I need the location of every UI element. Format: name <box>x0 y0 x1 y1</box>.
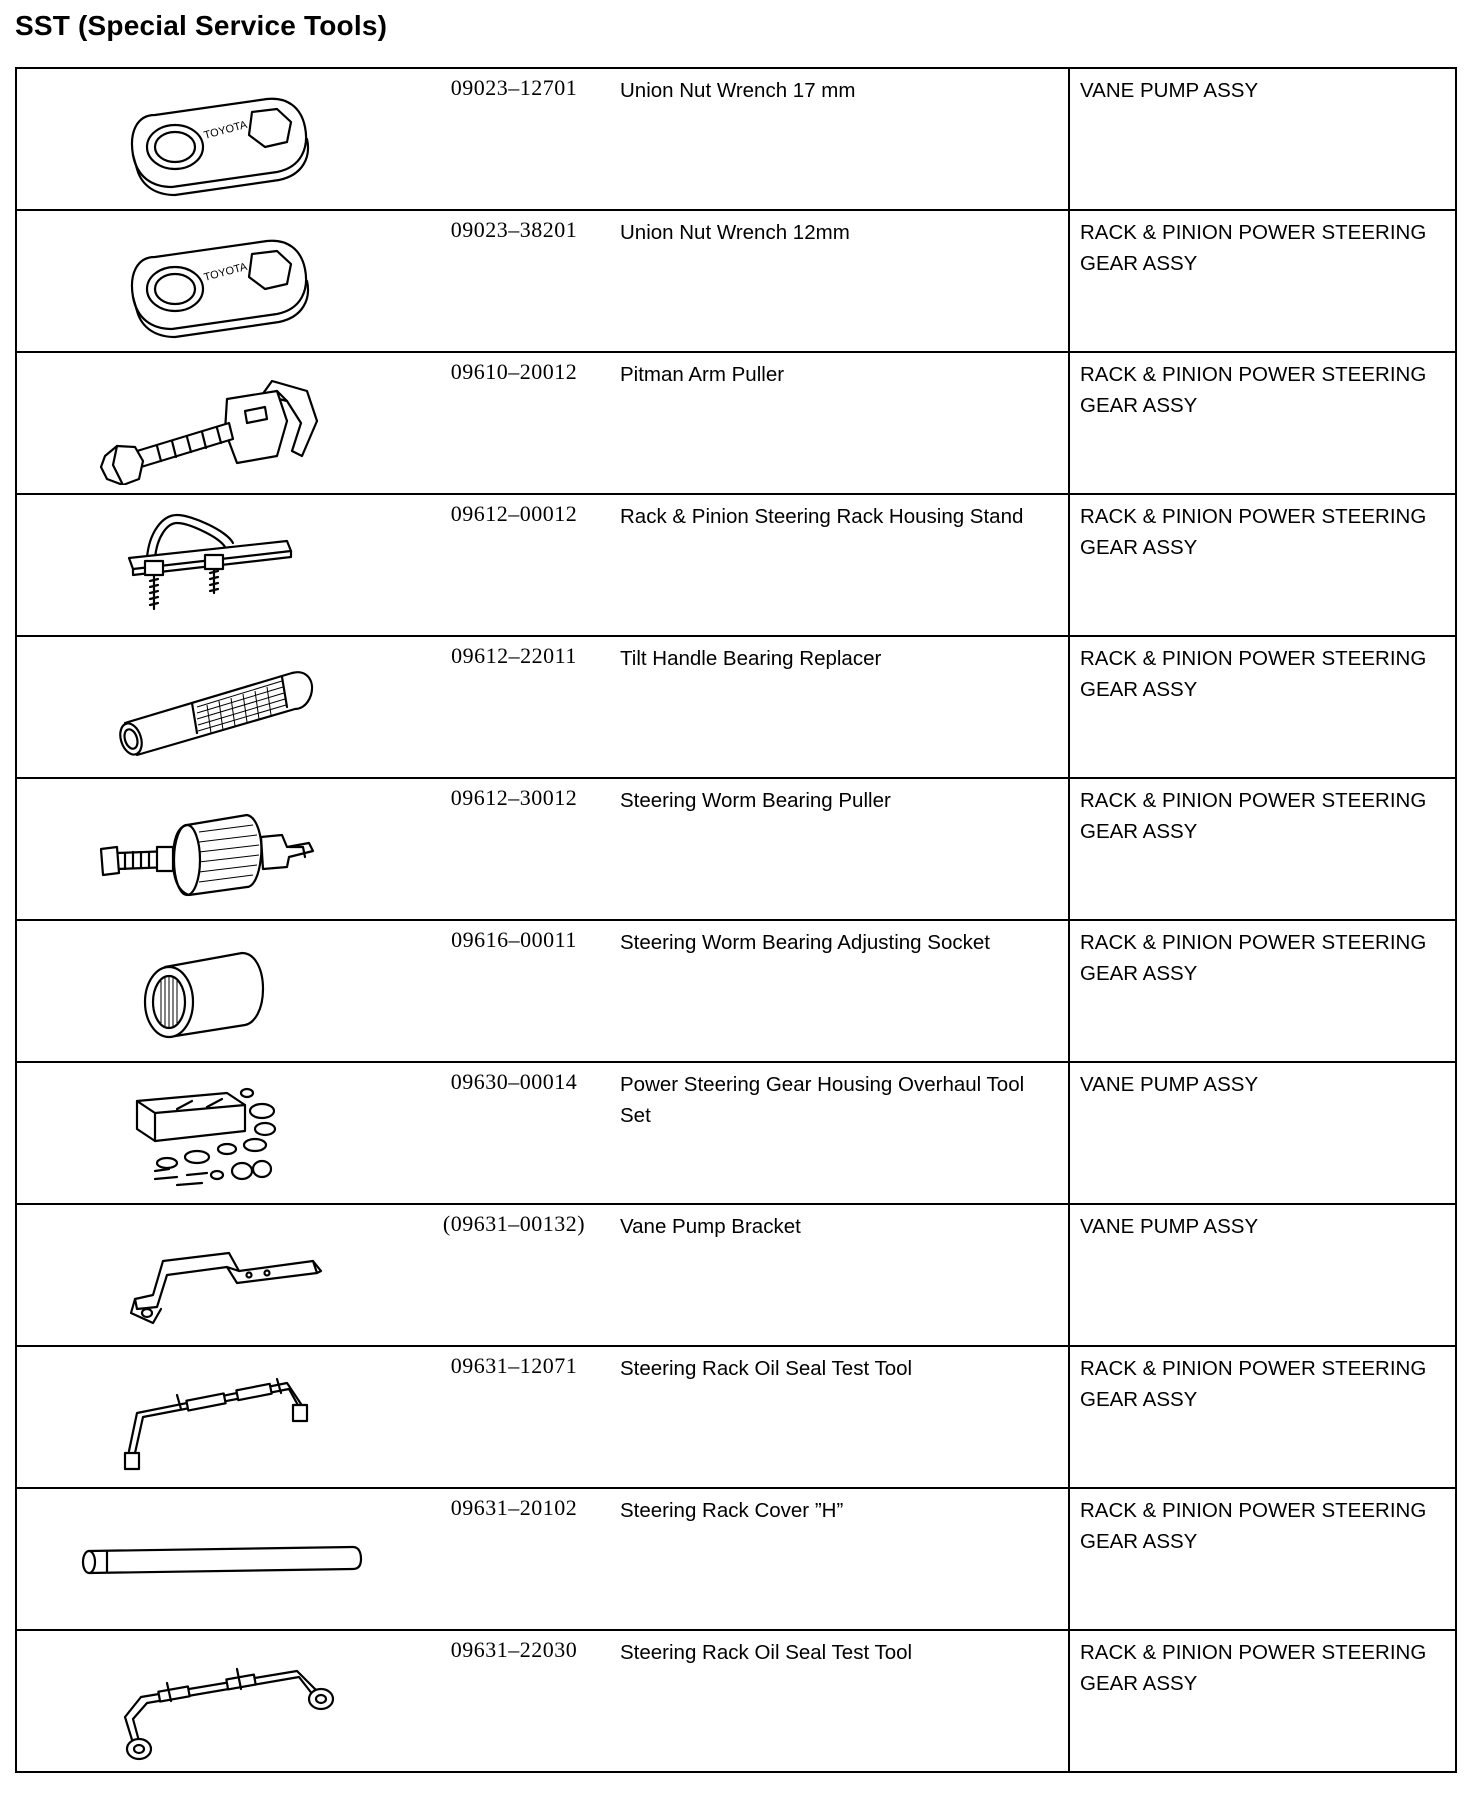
socket-icon <box>77 929 377 1053</box>
used-in-text: RACK & PINION POWER STEERING GEAR ASSY <box>1080 647 1427 701</box>
used-in-cell <box>1069 920 1456 1062</box>
used-in-cell <box>1069 210 1456 352</box>
tool-name: Steering Rack Oil Seal Test Tool <box>620 1641 913 1664</box>
table-row <box>16 920 1456 1062</box>
tool-name: Rack & Pinion Steering Rack Housing Stand <box>620 505 1024 528</box>
used-in-text: RACK & PINION POWER STEERING GEAR ASSY <box>1080 1641 1427 1695</box>
used-in-cell <box>1069 636 1456 778</box>
rack-cover-icon <box>77 1497 377 1621</box>
part-number: 09612–30012 <box>450 785 578 810</box>
bearing-puller-icon <box>77 787 377 911</box>
test-tube-bent-icon <box>77 1639 377 1763</box>
tool-cell <box>16 636 1069 778</box>
part-number: 09631–22030 <box>450 1637 578 1662</box>
table-row <box>16 352 1456 494</box>
table-row <box>16 1630 1456 1772</box>
used-in-cell <box>1069 1488 1456 1630</box>
sst-table <box>15 67 1457 1773</box>
used-in-text: RACK & PINION POWER STEERING GEAR ASSY <box>1080 505 1427 559</box>
part-number: 09631–12071 <box>450 1353 578 1378</box>
part-number: 09610–20012 <box>450 359 578 384</box>
tool-cell <box>16 210 1069 352</box>
tool-name: Power Steering Gear Housing Overhaul Tool Set <box>620 1073 1025 1127</box>
tool-cell <box>16 1204 1069 1346</box>
tool-name: Pitman Arm Puller <box>620 363 785 386</box>
tool-name: Steering Worm Bearing Adjusting Socket <box>620 931 990 954</box>
tool-set-icon <box>77 1071 377 1195</box>
table-row <box>16 1346 1456 1488</box>
used-in-text: RACK & PINION POWER STEERING GEAR ASSY <box>1080 221 1427 275</box>
used-in-text: RACK & PINION POWER STEERING GEAR ASSY <box>1080 1499 1427 1553</box>
table-row <box>16 1062 1456 1204</box>
bracket-icon <box>77 1213 377 1337</box>
tool-cell <box>16 1630 1069 1772</box>
used-in-text: VANE PUMP ASSY <box>1080 1073 1259 1096</box>
tool-cell <box>16 68 1069 210</box>
used-in-text: RACK & PINION POWER STEERING GEAR ASSY <box>1080 789 1427 843</box>
test-tube-icon <box>77 1355 377 1479</box>
part-number: 09631–20102 <box>450 1495 578 1520</box>
tool-cell <box>16 1346 1069 1488</box>
tool-cell <box>16 352 1069 494</box>
used-in-cell <box>1069 1204 1456 1346</box>
tool-cell <box>16 1488 1069 1630</box>
tool-cell <box>16 494 1069 636</box>
part-number: 09612–00012 <box>450 501 578 526</box>
table-row <box>16 1204 1456 1346</box>
tool-cell <box>16 778 1069 920</box>
used-in-cell <box>1069 494 1456 636</box>
tool-name: Tilt Handle Bearing Replacer <box>620 647 882 670</box>
tool-name: Vane Pump Bracket <box>620 1215 801 1238</box>
table-row <box>16 1488 1456 1630</box>
used-in-cell <box>1069 1630 1456 1772</box>
page-title: SST (Special Service Tools) <box>15 10 388 41</box>
used-in-text: RACK & PINION POWER STEERING GEAR ASSY <box>1080 1357 1427 1411</box>
part-number: 09616–00011 <box>451 927 577 952</box>
svg-text:TOYOTA: TOYOTA <box>202 118 249 142</box>
part-number: (09631–00132) <box>442 1211 586 1236</box>
tool-name: Steering Worm Bearing Puller <box>620 789 891 812</box>
table-row <box>16 636 1456 778</box>
housing-stand-icon <box>77 503 377 627</box>
used-in-cell <box>1069 778 1456 920</box>
tool-name: Union Nut Wrench 12mm <box>620 221 850 244</box>
part-number: 09612–22011 <box>451 643 577 668</box>
used-in-cell <box>1069 1346 1456 1488</box>
part-number: 09023–38201 <box>450 217 578 242</box>
used-in-text: VANE PUMP ASSY <box>1080 79 1259 102</box>
union-nut-wrench-icon <box>77 219 377 343</box>
tool-cell <box>16 920 1069 1062</box>
tool-name: Steering Rack Oil Seal Test Tool <box>620 1357 913 1380</box>
table-row <box>16 210 1456 352</box>
used-in-cell <box>1069 1062 1456 1204</box>
used-in-cell <box>1069 352 1456 494</box>
used-in-cell <box>1069 68 1456 210</box>
tool-cell <box>16 1062 1069 1204</box>
union-nut-wrench-icon <box>77 77 377 201</box>
tool-name: Steering Rack Cover ”H” <box>620 1499 844 1522</box>
table-row <box>16 778 1456 920</box>
svg-text:TOYOTA: TOYOTA <box>202 260 249 284</box>
pitman-arm-puller-icon <box>77 361 377 485</box>
part-number: 09023–12701 <box>450 75 578 100</box>
part-number: 09630–00014 <box>450 1069 578 1094</box>
used-in-text: RACK & PINION POWER STEERING GEAR ASSY <box>1080 931 1427 985</box>
tool-name: Union Nut Wrench 17 mm <box>620 79 856 102</box>
used-in-text: VANE PUMP ASSY <box>1080 1215 1259 1238</box>
table-row <box>16 494 1456 636</box>
table-row <box>16 68 1456 210</box>
bearing-replacer-icon <box>77 645 377 769</box>
used-in-text: RACK & PINION POWER STEERING GEAR ASSY <box>1080 363 1427 417</box>
